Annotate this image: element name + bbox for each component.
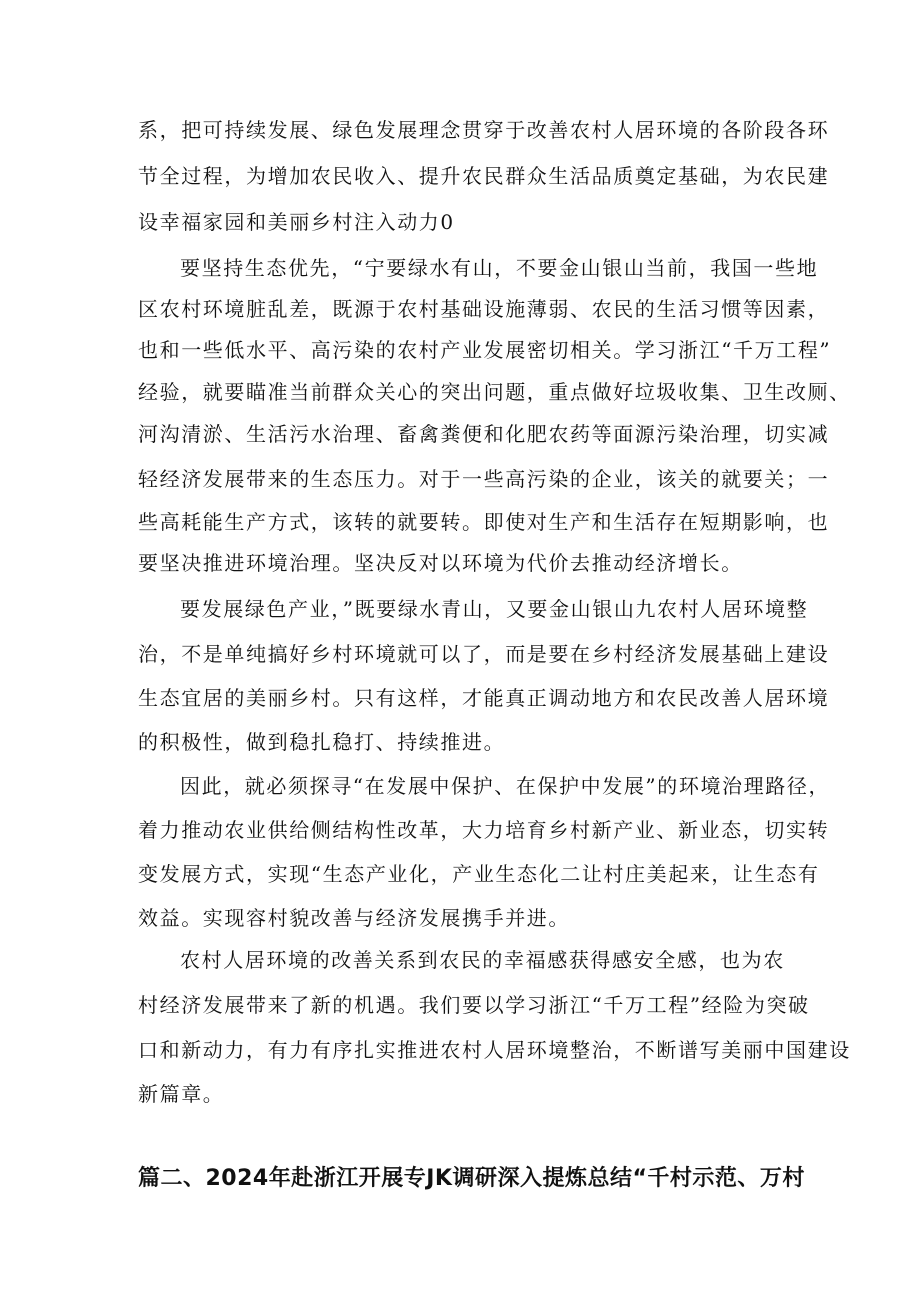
- paragraph-3-line-1: 要发展绿色产业，”既要绿水青山，又要金山银山九农村人居环境整: [180, 597, 809, 621]
- paragraph-2-line-4: 经验，就要瞄准当前群众关心的突出问题，重点做好垃圾收集、卫生改厕、: [138, 380, 851, 404]
- paragraph-3-line-4: 的积极性，做到稳扎稳打、持续推进。: [138, 730, 506, 754]
- paragraph-4-line-4: 效益。实现容村貌改善与经济发展携手并进。: [138, 906, 570, 930]
- paragraph-3-line-3: 生态宜居的美丽乡村。只有这样，才能真正调动地方和农民改善人居环境: [138, 686, 830, 710]
- paragraph-1-line-2: 节全过程，为增加农民收入、提升农民群众生活品质奠定基础，为农民建: [138, 164, 830, 188]
- paragraph-1-line-1: 系，把可持续发展、绿色发展理念贯穿于改善农村人居环境的各阶段各环: [138, 118, 830, 142]
- paragraph-2-line-1: 要坚持生态优先，“宁要绿水有山，不要金山银山当前，我国一些地: [180, 256, 819, 280]
- paragraph-2-line-6: 轻经济发展带来的生态压力。对于一些高污染的企业，该关的就要关；一: [138, 467, 830, 491]
- paragraph-5-line-2: 村经济发展带来了新的机遇。我们要以学习浙江“千万工程”经险为突破: [138, 993, 810, 1017]
- paragraph-5-line-3: 口和新动力，有力有序扎实推进农村人居环境整治，不断谱写美丽中国建设: [138, 1038, 851, 1062]
- paragraph-2-line-3: 也和一些低水平、高污染的农村产业发展密切相关。学习浙江“千万工程”: [138, 338, 832, 362]
- paragraph-4-line-3: 变发展方式，实现“生态产业化，产业生态化二让村庄美起来，让生态有: [138, 862, 820, 886]
- paragraph-1-line-3: 设幸福家园和美丽乡村注入动力0: [138, 210, 455, 234]
- paragraph-2-line-7: 些高耗能生产方式，该转的就要转。即使对生产和生活存在短期影响，也: [138, 510, 830, 534]
- paragraph-4-line-1: 因此，就必须探寻“在发展中保护、在保护中发展”的环境治理路径，: [180, 774, 831, 798]
- paragraph-4-line-2: 着力推动农业供给侧结构性改革，大力培育乡村新产业、新业态，切实转: [138, 818, 830, 842]
- paragraph-5-line-4: 新篇章。: [138, 1082, 225, 1106]
- section-heading: 篇二、2024年赴浙江开展专JK调研深入提炼总结“千村示范、万村: [138, 1166, 805, 1191]
- paragraph-2-line-5: 河沟清淤、生活污水治理、畜禽粪便和化肥农药等面源污染治理，切实减: [138, 422, 830, 446]
- paragraph-2-line-2: 区农村环境脏乱差，既源于农村基础设施薄弱、农民的生活习惯等因素，: [138, 297, 830, 321]
- paragraph-5-line-1: 农村人居环境的改善关系到农民的幸福感获得感安全感，也为农: [180, 948, 785, 972]
- paragraph-3-line-2: 治，不是单纯搞好乡村环境就可以了，而是要在乡村经济发展基础上建设: [138, 642, 830, 666]
- paragraph-2-line-8: 要坚决推进环境治理。坚决反对以环境为代价去推动经济增长。: [138, 551, 743, 575]
